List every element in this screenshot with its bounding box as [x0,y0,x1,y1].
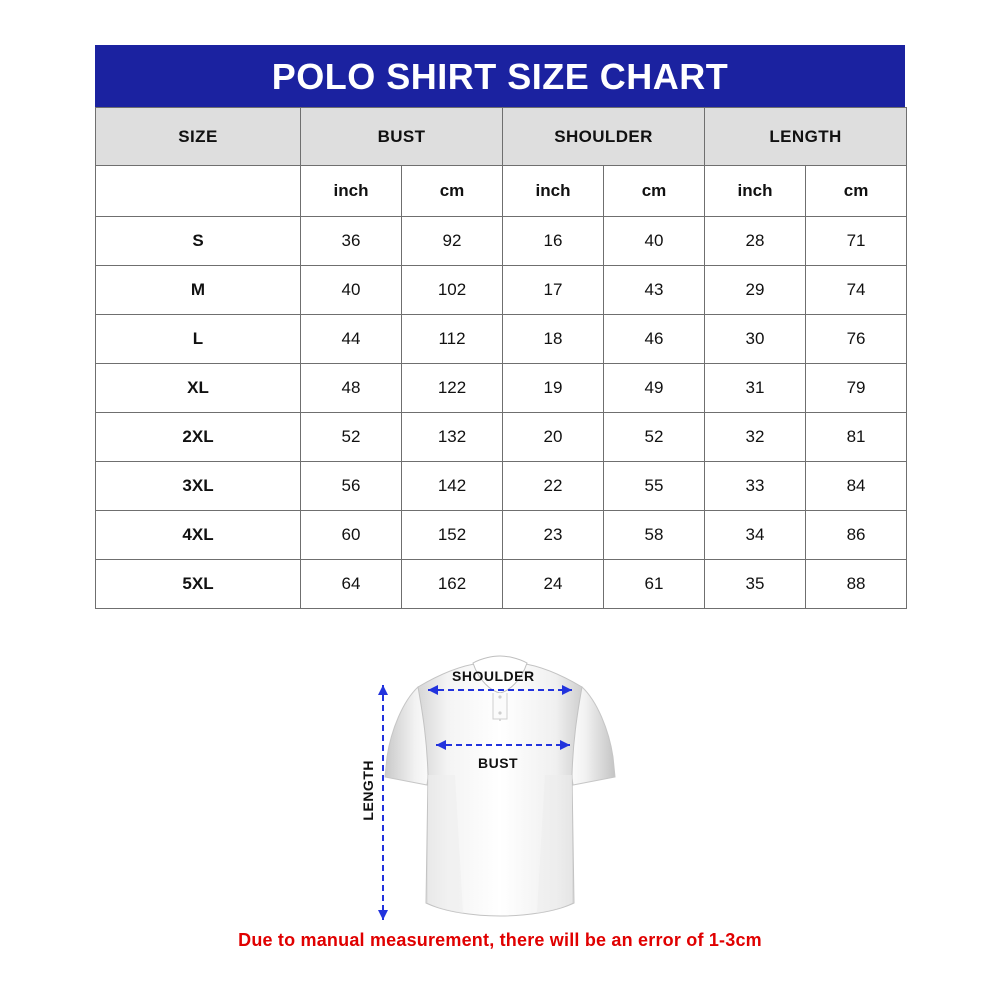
cell-size: 5XL [96,560,301,609]
cell-shoulder-cm: 46 [604,315,705,364]
table-row [96,266,907,315]
cell-length-cm: 84 [806,462,907,511]
cell-length-cm: 76 [806,315,907,364]
cell-length-cm: 71 [806,217,907,266]
cell-bust-cm: 132 [402,413,503,462]
cell-bust-inch: 48 [301,364,402,413]
cell-shoulder-inch: 19 [503,364,604,413]
label-shoulder: SHOULDER [452,668,535,684]
cell-shoulder-cm: 40 [604,217,705,266]
cell-size: L [96,315,301,364]
table-row [96,315,907,364]
cell-shoulder-cm: 49 [604,364,705,413]
table-row [96,462,907,511]
unit-cell-length-inch: inch [705,166,806,217]
cell-shoulder-inch: 24 [503,560,604,609]
cell-bust-inch: 64 [301,560,402,609]
cell-length-cm: 86 [806,511,907,560]
cell-bust-inch: 36 [301,217,402,266]
cell-size: M [96,266,301,315]
table-row [96,560,907,609]
size-chart [95,45,905,609]
cell-bust-cm: 152 [402,511,503,560]
cell-size: XL [96,364,301,413]
cell-length-inch: 34 [705,511,806,560]
cell-size: 3XL [96,462,301,511]
cell-shoulder-inch: 18 [503,315,604,364]
size-chart-table [95,107,907,609]
cell-size: 4XL [96,511,301,560]
cell-shoulder-cm: 43 [604,266,705,315]
column-header-shoulder: SHOULDER [503,108,705,166]
cell-length-cm: 79 [806,364,907,413]
cell-shoulder-inch: 17 [503,266,604,315]
column-header-bust: BUST [301,108,503,166]
table-row [96,511,907,560]
cell-length-inch: 29 [705,266,806,315]
cell-bust-cm: 112 [402,315,503,364]
column-header-length: LENGTH [705,108,907,166]
unit-cell-length-cm: cm [806,166,907,217]
cell-length-inch: 31 [705,364,806,413]
cell-length-cm: 81 [806,413,907,462]
cell-bust-inch: 44 [301,315,402,364]
cell-bust-cm: 162 [402,560,503,609]
cell-shoulder-inch: 22 [503,462,604,511]
label-length: LENGTH [360,760,376,821]
unit-cell-blank [96,166,301,217]
cell-shoulder-inch: 20 [503,413,604,462]
cell-shoulder-inch: 16 [503,217,604,266]
table-unit-row [96,166,907,217]
column-header-size: SIZE [96,108,301,166]
cell-shoulder-cm: 58 [604,511,705,560]
table-row [96,413,907,462]
unit-cell-bust-cm: cm [402,166,503,217]
cell-bust-inch: 56 [301,462,402,511]
cell-length-inch: 32 [705,413,806,462]
cell-shoulder-cm: 55 [604,462,705,511]
cell-length-inch: 30 [705,315,806,364]
table-row [96,364,907,413]
cell-length-inch: 35 [705,560,806,609]
measurement-illustration [0,630,1000,940]
table-header-row [96,108,907,166]
cell-shoulder-cm: 52 [604,413,705,462]
cell-shoulder-inch: 23 [503,511,604,560]
unit-cell-bust-inch: inch [301,166,402,217]
cell-length-inch: 33 [705,462,806,511]
cell-length-inch: 28 [705,217,806,266]
cell-bust-cm: 122 [402,364,503,413]
cell-bust-cm: 142 [402,462,503,511]
label-bust: BUST [478,755,519,771]
cell-bust-cm: 102 [402,266,503,315]
cell-bust-inch: 40 [301,266,402,315]
table-row [96,217,907,266]
cell-shoulder-cm: 61 [604,560,705,609]
cell-length-cm: 88 [806,560,907,609]
cell-size: 2XL [96,413,301,462]
cell-bust-inch: 52 [301,413,402,462]
unit-cell-shoulder-cm: cm [604,166,705,217]
cell-length-cm: 74 [806,266,907,315]
cell-size: S [96,217,301,266]
chart-title: POLO SHIRT SIZE CHART [95,45,905,107]
unit-cell-shoulder-inch: inch [503,166,604,217]
cell-bust-inch: 60 [301,511,402,560]
cell-bust-cm: 92 [402,217,503,266]
measurement-note: Due to manual measurement, there will be an error of 1-3cm [238,930,762,950]
